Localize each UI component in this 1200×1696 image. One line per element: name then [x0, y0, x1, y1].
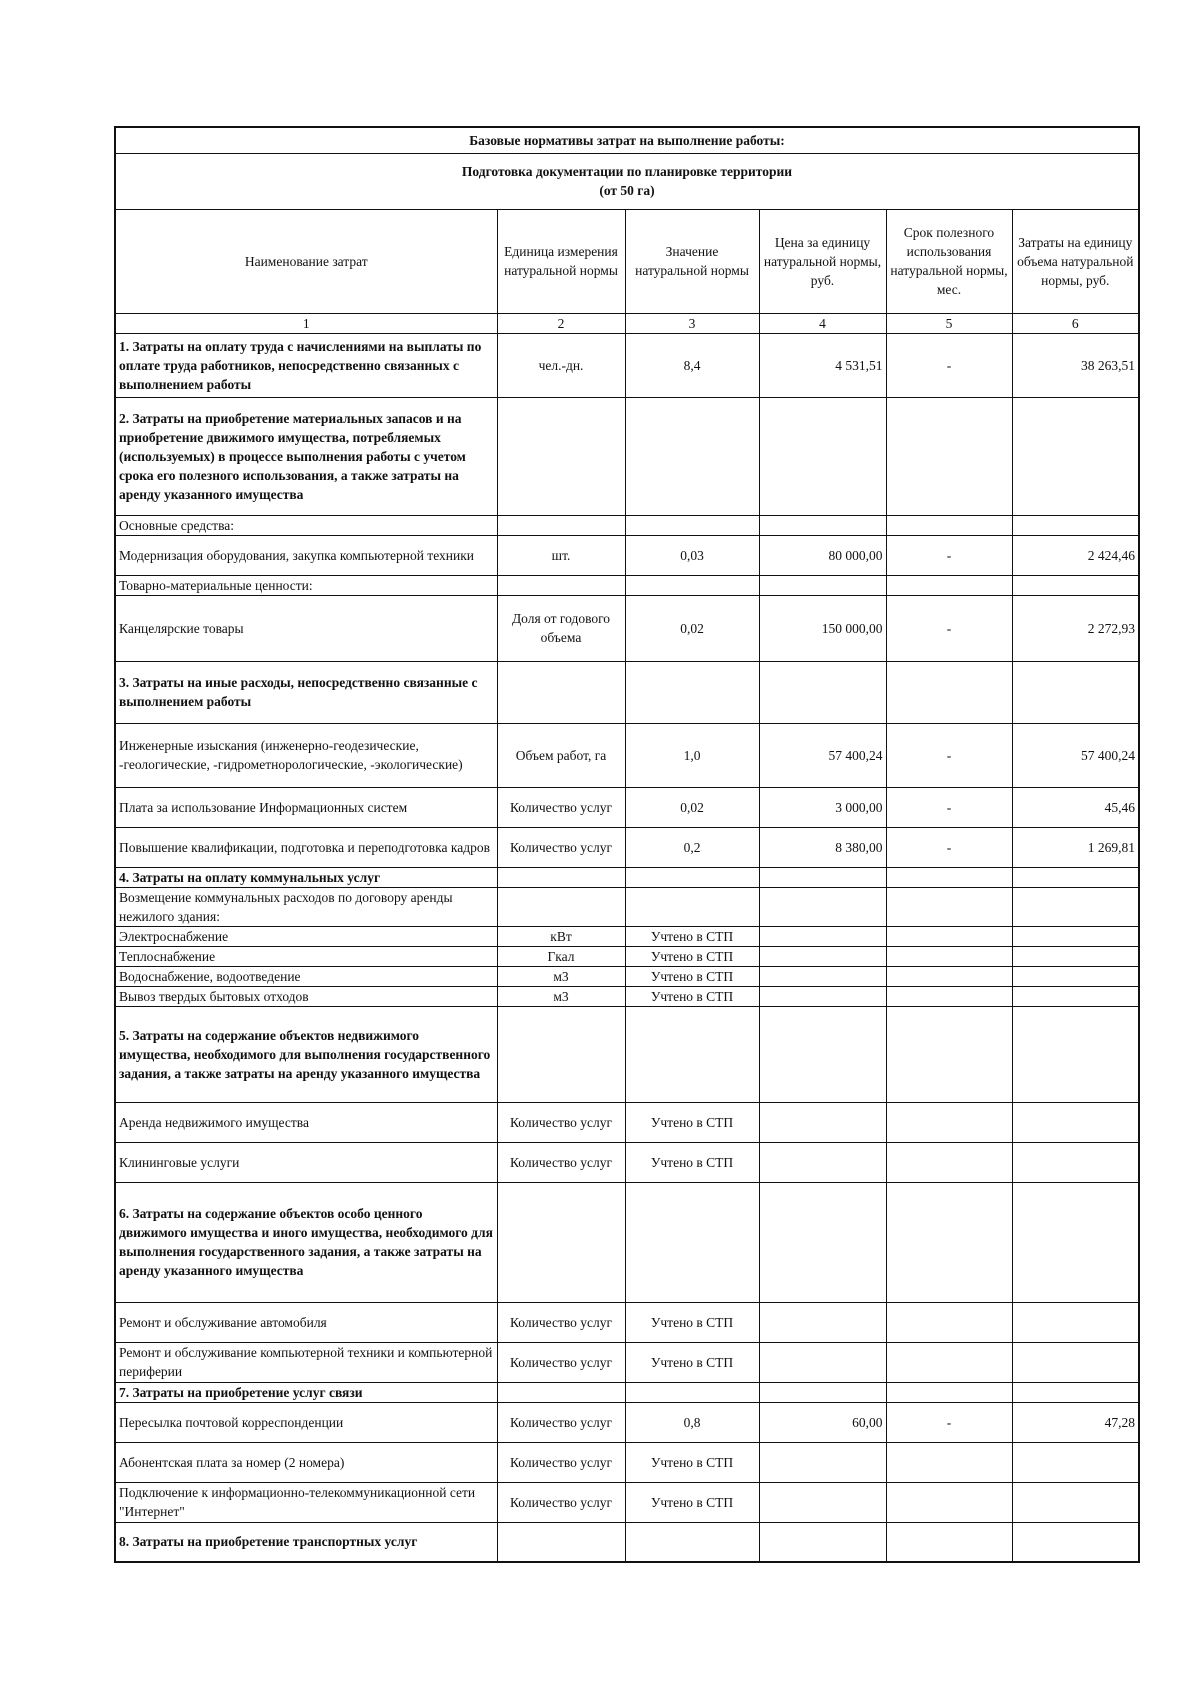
cell-cost: 2 272,93 — [1012, 595, 1139, 661]
cell-unit — [497, 867, 625, 887]
cell-price: 3 000,00 — [759, 787, 886, 827]
cell-name: Ремонт и обслуживание автомобиля — [115, 1302, 497, 1342]
cell-cost — [1012, 661, 1139, 723]
cell-cost — [1012, 926, 1139, 946]
cell-name: Возмещение коммунальных расходов по договору аренды нежилого здания: — [115, 887, 497, 926]
table-row — [115, 887, 1139, 926]
cell-name: Товарно-материальные ценности: — [115, 575, 497, 595]
table-row — [115, 787, 1139, 827]
cell-term: - — [886, 827, 1012, 867]
cell-value — [625, 1522, 759, 1562]
table-row — [115, 1482, 1139, 1522]
cell-term — [886, 661, 1012, 723]
table-row — [115, 595, 1139, 661]
cell-name: Пересылка почтовой корреспонденции — [115, 1402, 497, 1442]
cell-term: - — [886, 333, 1012, 397]
table-row — [115, 1342, 1139, 1382]
cell-price — [759, 887, 886, 926]
cell-price: 57 400,24 — [759, 723, 886, 787]
cell-cost — [1012, 887, 1139, 926]
cell-name: Вывоз твердых бытовых отходов — [115, 986, 497, 1006]
cell-cost — [1012, 986, 1139, 1006]
cell-name: Аренда недвижимого имущества — [115, 1102, 497, 1142]
table-row — [115, 1182, 1139, 1302]
cell-term — [886, 1342, 1012, 1382]
cell-price — [759, 515, 886, 535]
cell-value: Учтено в СТП — [625, 1102, 759, 1142]
cell-cost: 45,46 — [1012, 787, 1139, 827]
cell-value — [625, 867, 759, 887]
cell-unit — [497, 575, 625, 595]
cell-value: 0,02 — [625, 595, 759, 661]
cell-name: 1. Затраты на оплату труда с начислениями на выплаты по оплате труда работников, непосредственно связанных с выполнением работы — [115, 333, 497, 397]
cell-value: Учтено в СТП — [625, 926, 759, 946]
cell-name: Модернизация оборудования, закупка компьютерной техники — [115, 535, 497, 575]
cell-name: Подключение к информационно-телекоммуникационной сети "Интернет" — [115, 1482, 497, 1522]
cell-unit — [497, 515, 625, 535]
cell-cost — [1012, 515, 1139, 535]
cell-term — [886, 1302, 1012, 1342]
cell-term — [886, 515, 1012, 535]
cell-cost — [1012, 1482, 1139, 1522]
cell-term — [886, 1142, 1012, 1182]
cell-value — [625, 1182, 759, 1302]
cell-price — [759, 1142, 886, 1182]
cell-value: 0,8 — [625, 1402, 759, 1442]
table-row — [115, 515, 1139, 535]
cell-unit: Количество услуг — [497, 1482, 625, 1522]
column-number: 6 — [1012, 313, 1139, 333]
cell-unit — [497, 1006, 625, 1102]
cell-term — [886, 397, 1012, 515]
cell-price — [759, 1442, 886, 1482]
cell-cost — [1012, 1382, 1139, 1402]
cell-price: 60,00 — [759, 1402, 886, 1442]
table-row — [115, 966, 1139, 986]
cell-cost: 2 424,46 — [1012, 535, 1139, 575]
cell-price — [759, 1006, 886, 1102]
cell-term — [886, 966, 1012, 986]
cell-cost — [1012, 1302, 1139, 1342]
cell-value: Учтено в СТП — [625, 1482, 759, 1522]
cell-term — [886, 1522, 1012, 1562]
table-title: Базовые нормативы затрат на выполнение работы: — [115, 127, 1139, 153]
cell-name: Электроснабжение — [115, 926, 497, 946]
table-row — [115, 1522, 1139, 1562]
table-row — [115, 1142, 1139, 1182]
cell-term: - — [886, 535, 1012, 575]
cell-price — [759, 1482, 886, 1522]
cell-price — [759, 986, 886, 1006]
cell-unit: Количество услуг — [497, 1102, 625, 1142]
cell-price — [759, 661, 886, 723]
cell-unit: Объем работ, га — [497, 723, 625, 787]
cell-price — [759, 1382, 886, 1402]
cell-name: 7. Затраты на приобретение услуг связи — [115, 1382, 497, 1402]
cell-unit — [497, 1382, 625, 1402]
cell-value — [625, 1006, 759, 1102]
cell-term — [886, 1442, 1012, 1482]
cell-price — [759, 926, 886, 946]
column-number: 3 — [625, 313, 759, 333]
cell-term — [886, 867, 1012, 887]
cell-unit: Количество услуг — [497, 1442, 625, 1482]
cell-value — [625, 661, 759, 723]
table-row — [115, 397, 1139, 515]
cell-value — [625, 887, 759, 926]
cell-cost — [1012, 575, 1139, 595]
cell-cost — [1012, 397, 1139, 515]
cell-cost — [1012, 1522, 1139, 1562]
cell-value: Учтено в СТП — [625, 946, 759, 966]
cell-unit: Гкал — [497, 946, 625, 966]
cell-name: Повышение квалификации, подготовка и переподготовка кадров — [115, 827, 497, 867]
cell-name: Канцелярские товары — [115, 595, 497, 661]
cell-unit — [497, 1522, 625, 1562]
cell-name: 8. Затраты на приобретение транспортных услуг — [115, 1522, 497, 1562]
cell-value — [625, 515, 759, 535]
cell-value — [625, 397, 759, 515]
cell-unit: Количество услуг — [497, 1142, 625, 1182]
cell-unit — [497, 1182, 625, 1302]
cell-price — [759, 397, 886, 515]
subtitle-line-1: Подготовка документации по планировке территории — [461, 164, 793, 179]
column-number: 2 — [497, 313, 625, 333]
cell-price — [759, 1182, 886, 1302]
cell-value: Учтено в СТП — [625, 1442, 759, 1482]
cell-price: 4 531,51 — [759, 333, 886, 397]
cell-price: 150 000,00 — [759, 595, 886, 661]
cell-price — [759, 1342, 886, 1382]
cell-value: Учтено в СТП — [625, 986, 759, 1006]
cell-price — [759, 1302, 886, 1342]
cell-unit: Количество услуг — [497, 827, 625, 867]
cell-cost — [1012, 1182, 1139, 1302]
cell-term — [886, 946, 1012, 966]
column-header: Наименование затрат — [115, 209, 497, 313]
column-header: Цена за единицу натуральной нормы, руб. — [759, 209, 886, 313]
cell-name: Ремонт и обслуживание компьютерной техники и компьютерной периферии — [115, 1342, 497, 1382]
cell-price: 8 380,00 — [759, 827, 886, 867]
cell-unit: Количество услуг — [497, 1402, 625, 1442]
cell-price — [759, 867, 886, 887]
cell-cost — [1012, 1006, 1139, 1102]
cell-unit: м3 — [497, 966, 625, 986]
cell-value: 0,02 — [625, 787, 759, 827]
table-subtitle — [115, 153, 1139, 209]
cell-price: 80 000,00 — [759, 535, 886, 575]
cell-cost: 38 263,51 — [1012, 333, 1139, 397]
cell-value — [625, 575, 759, 595]
table-row — [115, 986, 1139, 1006]
column-header-row — [115, 209, 1139, 313]
table-row — [115, 1102, 1139, 1142]
cell-unit: Количество услуг — [497, 787, 625, 827]
cell-cost — [1012, 966, 1139, 986]
cell-price — [759, 1102, 886, 1142]
cell-cost: 47,28 — [1012, 1402, 1139, 1442]
subtitle-line-2: (от 50 га) — [599, 183, 655, 198]
cell-value: Учтено в СТП — [625, 966, 759, 986]
table-row — [115, 1402, 1139, 1442]
cell-term — [886, 1102, 1012, 1142]
cell-unit — [497, 397, 625, 515]
cell-name: Плата за использование Информационных систем — [115, 787, 497, 827]
cell-value: 0,2 — [625, 827, 759, 867]
column-header: Значение натуральной нормы — [625, 209, 759, 313]
cell-price — [759, 966, 886, 986]
cell-cost — [1012, 1442, 1139, 1482]
table-row — [115, 1006, 1139, 1102]
cell-term: - — [886, 595, 1012, 661]
table-row — [115, 926, 1139, 946]
cell-cost — [1012, 867, 1139, 887]
table-body — [115, 333, 1139, 1562]
column-header: Единица измерения натуральной нормы — [497, 209, 625, 313]
column-header: Затраты на единицу объема натуральной нормы, руб. — [1012, 209, 1139, 313]
column-number-row — [115, 313, 1139, 333]
cell-name: 6. Затраты на содержание объектов особо ценного движимого имущества и иного имущества, необходимого для выполнения государственного задания, а также затраты на аренду указанного имущества — [115, 1182, 497, 1302]
cell-unit — [497, 887, 625, 926]
column-number: 4 — [759, 313, 886, 333]
cell-name: 5. Затраты на содержание объектов недвижимого имущества, необходимого для выполнения государственного задания, а также затраты на аренду указанного имущества — [115, 1006, 497, 1102]
cell-cost — [1012, 1102, 1139, 1142]
table-row — [115, 827, 1139, 867]
cell-term: - — [886, 723, 1012, 787]
cell-value: Учтено в СТП — [625, 1302, 759, 1342]
cell-cost: 57 400,24 — [1012, 723, 1139, 787]
cell-unit: Количество услуг — [497, 1302, 625, 1342]
cell-term: - — [886, 1402, 1012, 1442]
column-number: 5 — [886, 313, 1012, 333]
table-row — [115, 661, 1139, 723]
table-row — [115, 575, 1139, 595]
cell-cost: 1 269,81 — [1012, 827, 1139, 867]
column-header: Срок полезного использования натуральной нормы, мес. — [886, 209, 1012, 313]
cell-term — [886, 575, 1012, 595]
table-row — [115, 867, 1139, 887]
cell-name: Клининговые услуги — [115, 1142, 497, 1182]
cell-unit: м3 — [497, 986, 625, 1006]
cell-term — [886, 1482, 1012, 1522]
cell-value — [625, 1382, 759, 1402]
cell-term — [886, 1382, 1012, 1402]
cell-name: Водоснабжение, водоотведение — [115, 966, 497, 986]
cell-unit: чел.-дн. — [497, 333, 625, 397]
cell-value: 1,0 — [625, 723, 759, 787]
table-row — [115, 1382, 1139, 1402]
cell-value: 0,03 — [625, 535, 759, 575]
table-row — [115, 723, 1139, 787]
cell-price — [759, 946, 886, 966]
table-row — [115, 535, 1139, 575]
cell-term — [886, 887, 1012, 926]
cell-price — [759, 575, 886, 595]
cell-name: 3. Затраты на иные расходы, непосредственно связанные с выполнением работы — [115, 661, 497, 723]
cell-unit: Доля от годового объема — [497, 595, 625, 661]
cell-unit: кВт — [497, 926, 625, 946]
cell-unit: Количество услуг — [497, 1342, 625, 1382]
cell-term: - — [886, 787, 1012, 827]
cell-unit — [497, 661, 625, 723]
cell-value: 8,4 — [625, 333, 759, 397]
cell-name: Абонентская плата за номер (2 номера) — [115, 1442, 497, 1482]
cell-term — [886, 926, 1012, 946]
cell-name: 4. Затраты на оплату коммунальных услуг — [115, 867, 497, 887]
cost-norms-table — [114, 126, 1140, 1563]
cell-name: 2. Затраты на приобретение материальных запасов и на приобретение движимого имущества, потребляемых (используемых) в процессе выполнения работы с учетом срока его полезного использования, а также затраты на аренду указанного имущества — [115, 397, 497, 515]
cell-name: Теплоснабжение — [115, 946, 497, 966]
cell-value: Учтено в СТП — [625, 1142, 759, 1182]
cell-term — [886, 986, 1012, 1006]
cell-unit: шт. — [497, 535, 625, 575]
cell-price — [759, 1522, 886, 1562]
column-number: 1 — [115, 313, 497, 333]
table-row — [115, 333, 1139, 397]
cell-term — [886, 1006, 1012, 1102]
cell-cost — [1012, 1142, 1139, 1182]
table-row — [115, 1442, 1139, 1482]
cell-term — [886, 1182, 1012, 1302]
cell-cost — [1012, 946, 1139, 966]
table-row — [115, 946, 1139, 966]
cell-cost — [1012, 1342, 1139, 1382]
cell-name: Инженерные изыскания (инженерно-геодезические, -геологические, -гидрометнорологические, -экологические) — [115, 723, 497, 787]
cell-name: Основные средства: — [115, 515, 497, 535]
table-row — [115, 1302, 1139, 1342]
cell-value: Учтено в СТП — [625, 1342, 759, 1382]
